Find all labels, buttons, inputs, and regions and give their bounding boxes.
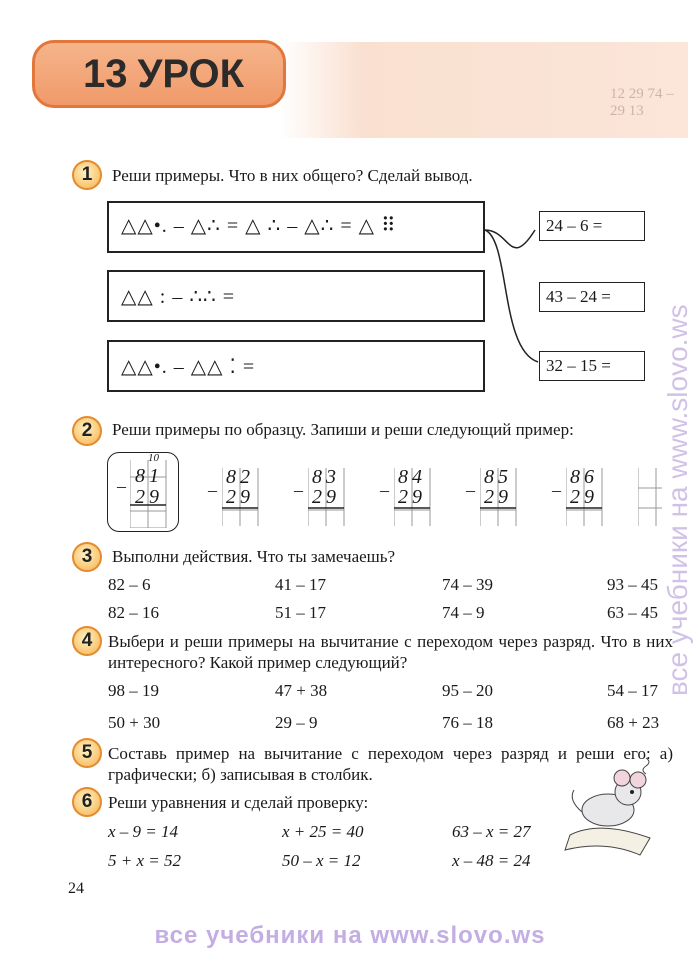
task6-r2c1: 5 + x = 52 [108,851,181,870]
task2-sample-bottom: 29 [135,486,163,508]
task2-col4-minus: – [466,480,475,500]
task6-r1c3: 63 – x = 27 [452,822,531,841]
task1-row1-expr: △△•. – △∴ = △ ∴ – △∴ = △ ⠿ [121,215,397,237]
task4-r1c1: 98 – 19 [108,681,159,700]
task2-col3-top: 84 [398,466,426,488]
task1-row3-box [107,340,485,392]
task2-col1-bottom: 29 [226,486,254,508]
task3-text: Выполни действия. Что ты замечаешь? [112,547,396,566]
task2-col4-top: 85 [484,466,512,488]
task4-r2c3: 76 – 18 [442,713,493,732]
faded-header-band [280,42,688,138]
watermark-side: все учебники на www.slovo.ws [662,304,693,696]
task-number-4: 4 [72,626,102,656]
task4-r2c1: 50 + 30 [108,713,161,732]
task6-r2c3: x – 48 = 24 [452,851,531,870]
task-number-2: 2 [72,416,102,446]
lesson-title [32,40,286,108]
task3-r1c4: 93 – 45 [607,575,658,594]
task1-answer-3: 32 – 15 = [539,351,645,381]
task2-sample-minus: – [117,476,126,496]
faded-header-text: 12 29 74 – 29 13 [610,86,674,119]
task4-r1c3: 95 – 20 [442,681,493,700]
task2-col4-bottom: 29 [484,486,512,508]
task4-r1c4: 54 – 17 [607,681,658,700]
task2-col3-minus: – [380,480,389,500]
task2-col5-minus: – [552,480,561,500]
task5-text: Составь пример на вычитание с переходом через разряд и реши его: а) графически; б) записывая в столбик. [108,744,673,784]
task1-row2-expr: △△ : – ∴∴ = [121,286,236,308]
task6-r1c2: x + 25 = 40 [282,822,364,841]
task6-r1c1: x – 9 = 14 [108,822,179,841]
task2-col1-minus: – [208,480,217,500]
task2-text: Реши примеры по образцу. Запиши и реши следующий пример: [112,420,574,439]
watermark-bottom: все учебники на www.slovo.ws [154,922,546,949]
task3-r2c4: 63 – 45 [607,603,658,622]
page-number: 24 [68,880,84,897]
task2-sample-top: 81 [135,465,163,487]
task1-answer-1: 24 – 6 = [539,211,645,241]
task6-r2c2: 50 – x = 12 [282,851,361,870]
task3-r2c3: 74 – 9 [442,603,485,622]
task1-row1-box [107,201,485,253]
task3-r2c1: 82 – 16 [108,603,159,622]
task2-col5-top: 86 [570,466,598,488]
task3-r2c2: 51 – 17 [275,603,326,622]
task2-col3-bottom: 29 [398,486,426,508]
task2-col5-bottom: 29 [570,486,598,508]
task-number-5: 5 [72,738,102,768]
task6-text: Реши уравнения и сделай проверку: [108,793,369,812]
task1-answer-2: 43 – 24 = [539,282,645,312]
task4-text: Выбери и реши примеры на вычитание с переходом через разряд. Что в них интересного? Какой пример следующий? [108,632,673,672]
lesson-number: 13 [83,51,128,96]
task2-col2-minus: – [294,480,303,500]
task1-text: Реши примеры. Что в них общего? Сделай вывод. [112,166,473,185]
task2-col2-top: 83 [312,466,340,488]
task3-r1c1: 82 – 6 [108,575,151,594]
task-number-6: 6 [72,787,102,817]
task2-col2-bottom: 29 [312,486,340,508]
task-number-1: 1 [72,160,102,190]
task2-col1-top: 82 [226,466,254,488]
task2-empty-grid [638,468,662,526]
task3-r1c3: 74 – 39 [442,575,493,594]
task4-r1c2: 47 + 38 [275,681,328,700]
task4-r2c2: 29 – 9 [275,713,318,732]
lesson-word: УРОК [137,51,245,96]
mouse-illustration [560,740,660,860]
task-number-3: 3 [72,542,102,572]
task1-row3-expr: △△•. – △△ ⁚ = [121,356,256,378]
task3-r1c2: 41 – 17 [275,575,326,594]
task1-row2-box [107,270,485,322]
task2-sample-carry: 10 [148,452,159,464]
task4-r2c4: 68 + 23 [607,713,660,732]
